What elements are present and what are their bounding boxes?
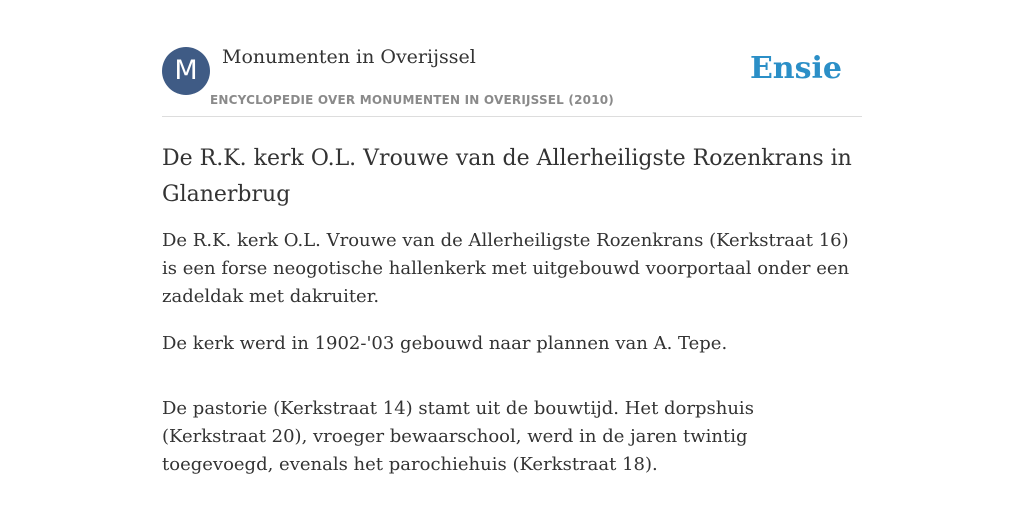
article-title: De R.K. kerk O.L. Vrouwe van de Allerheiligste Rozenkrans in Glanerbrug xyxy=(162,146,852,207)
article-card xyxy=(162,46,862,498)
article-paragraph: De pastorie (Kerkstraat 14) stamt uit de bouwtijd. Het dorpshuis (Kerkstraat 20), vroeger bewaarschool, werd in de jaren twintig toegevoegd, evenals het parochiehuis (Kerkstraat 18). xyxy=(162,398,754,475)
article-paragraph: De kerk werd in 1902-'03 gebouwd naar plannen van A. Tepe. xyxy=(162,333,728,354)
source-avatar[interactable]: M xyxy=(162,47,210,95)
article-body xyxy=(162,227,862,479)
source-header xyxy=(162,46,862,117)
ensie-logo[interactable]: Ensie xyxy=(749,51,842,86)
article-paragraph: De R.K. kerk O.L. Vrouwe van de Allerheiligste Rozenkrans (Kerkstraat 16) is een forse neogotische hallenkerk met uitgebouwd voorportaal onder een zadeldak met dakruiter. xyxy=(162,230,850,307)
source-name[interactable]: Monumenten in Overijssel xyxy=(222,46,476,68)
source-subtitle: ENCYCLOPEDIE OVER MONUMENTEN IN OVERIJSSEL (2010) xyxy=(210,93,614,107)
